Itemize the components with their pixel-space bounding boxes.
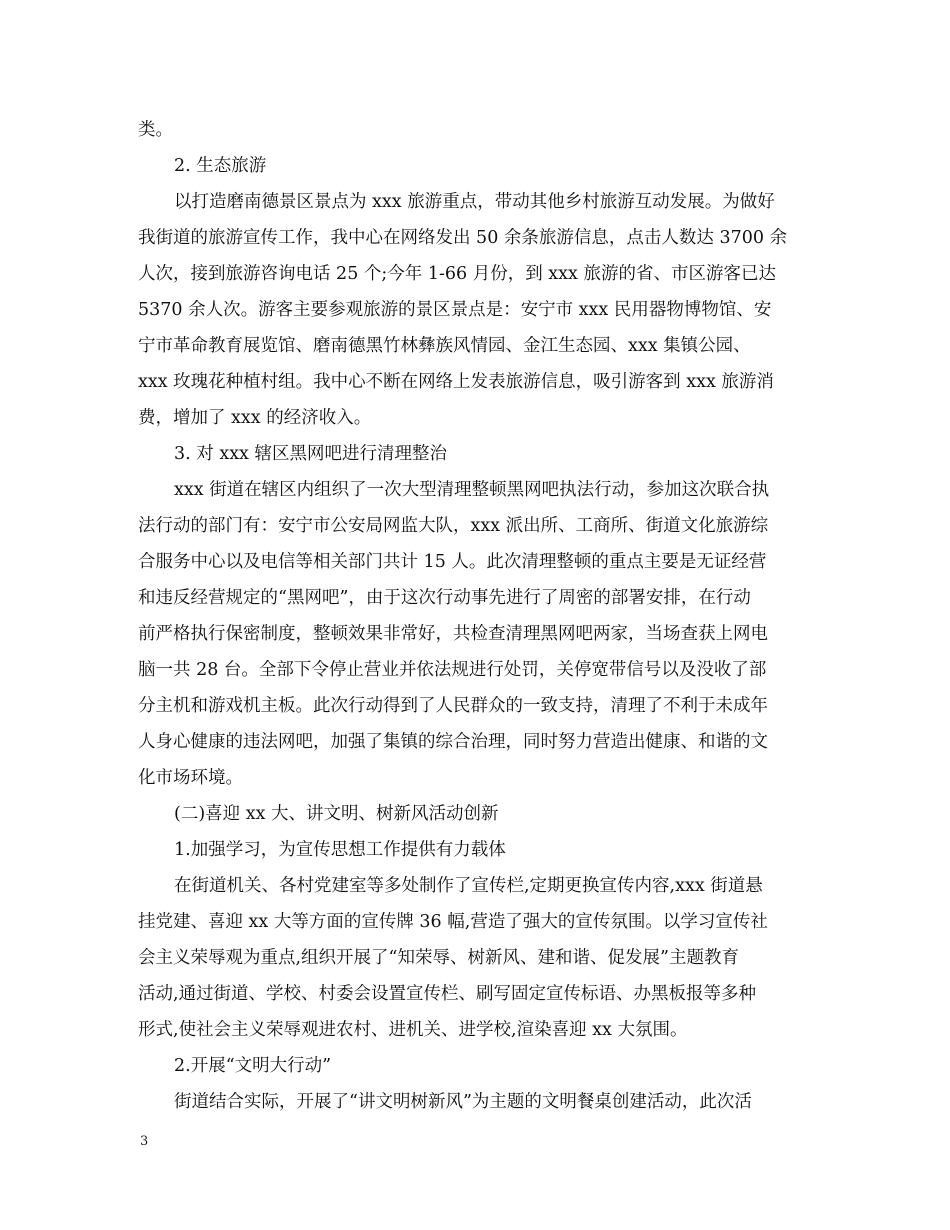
text-line: 类。: [138, 120, 173, 140]
text-line: 分主机和游戏机主板。此次行动得到了人民群众的一致支持，清理了不利于未成年: [138, 696, 768, 716]
page-number: 3: [140, 1134, 149, 1149]
text-line: 法行动的部门有：安宁市公安局网监大队，xxx 派出所、工商所、街道文化旅游综: [138, 516, 769, 536]
text-line: 合服务中心以及电信等相关部门共计 15 人。此次清理整顿的重点主要是无证经营: [138, 552, 767, 572]
text-line: 脑一共 28 台。全部下令停止营业并依法规进行处罚，关停宽带信号以及没收了部: [138, 660, 767, 680]
text-line: 街道结合实际，开展了“讲文明树新风”为主题的文明餐桌创建活动，此次活: [174, 1092, 752, 1112]
section-heading: 3. 对 xxx 辖区黑网吧进行清理整治: [174, 444, 447, 464]
text-line: xxx 街道在辖区内组织了一次大型清理整顿黑网吧执法行动，参加这次联合执: [174, 480, 770, 500]
text-line: 以打造磨南德景区景点为 xxx 旅游重点，带动其他乡村旅游互动发展。为做好: [174, 192, 775, 212]
text-line: 在街道机关、各村党建室等多处制作了宣传栏,定期更换宣传内容,xxx 街道悬: [174, 876, 763, 896]
text-line: 挂党建、喜迎 xx 大等方面的宣传牌 36 幅,营造了强大的宣传氛围。以学习宣传社: [138, 912, 768, 932]
section-heading: (二)喜迎 xx 大、讲文明、树新风活动创新: [174, 804, 499, 824]
text-line: 和违反经营规定的“黑网吧”，由于这次行动事先进行了周密的部署安排，在行动: [138, 588, 751, 608]
text-line: 人次，接到旅游咨询电话 25 个;今年 1-66 月份，到 xxx 旅游的省、市区游客已达: [138, 264, 776, 284]
text-line: 活动,通过街道、学校、村委会设置宣传栏、刷写固定宣传标语、办黑板报等多种: [138, 984, 757, 1004]
text-line: 宁市革命教育展览馆、磨南德黑竹林彝族风情园、金江生态园、xxx 集镇公园、: [138, 336, 751, 356]
section-heading: 2. 生态旅游: [174, 156, 267, 176]
text-line: 前严格执行保密制度，整顿效果非常好，共检查清理黑网吧两家，当场查获上网电: [138, 624, 768, 644]
section-heading: 2.开展“文明大行动”: [174, 1056, 332, 1076]
text-line: 人身心健康的违法网吧，加强了集镇的综合治理，同时努力营造出健康、和谐的文: [138, 732, 768, 752]
text-line: 费，增加了 xxx 的经济收入。: [138, 408, 372, 428]
text-line: 5370 余人次。游客主要参观旅游的景区景点是：安宁市 xxx 民用器物博物馆、安: [138, 300, 772, 320]
text-line: xxx 玫瑰花种植村组。我中心不断在网络上发表旅游信息，吸引游客到 xxx 旅游消: [138, 372, 774, 392]
text-line: 我街道的旅游宣传工作，我中心在网络发出 50 余条旅游信息，点击人数达 3700 余: [138, 228, 788, 248]
section-heading: 1.加强学习，为宣传思想工作提供有力载体: [174, 840, 506, 860]
text-line: 形式,使社会主义荣辱观进农村、进机关、进学校,渲染喜迎 xx 大氛围。: [138, 1020, 688, 1040]
text-line: 会主义荣辱观为重点,组织开展了“知荣辱、树新风、建和谐、促发展”主题教育: [138, 948, 739, 968]
text-line: 化市场环境。: [138, 768, 243, 788]
